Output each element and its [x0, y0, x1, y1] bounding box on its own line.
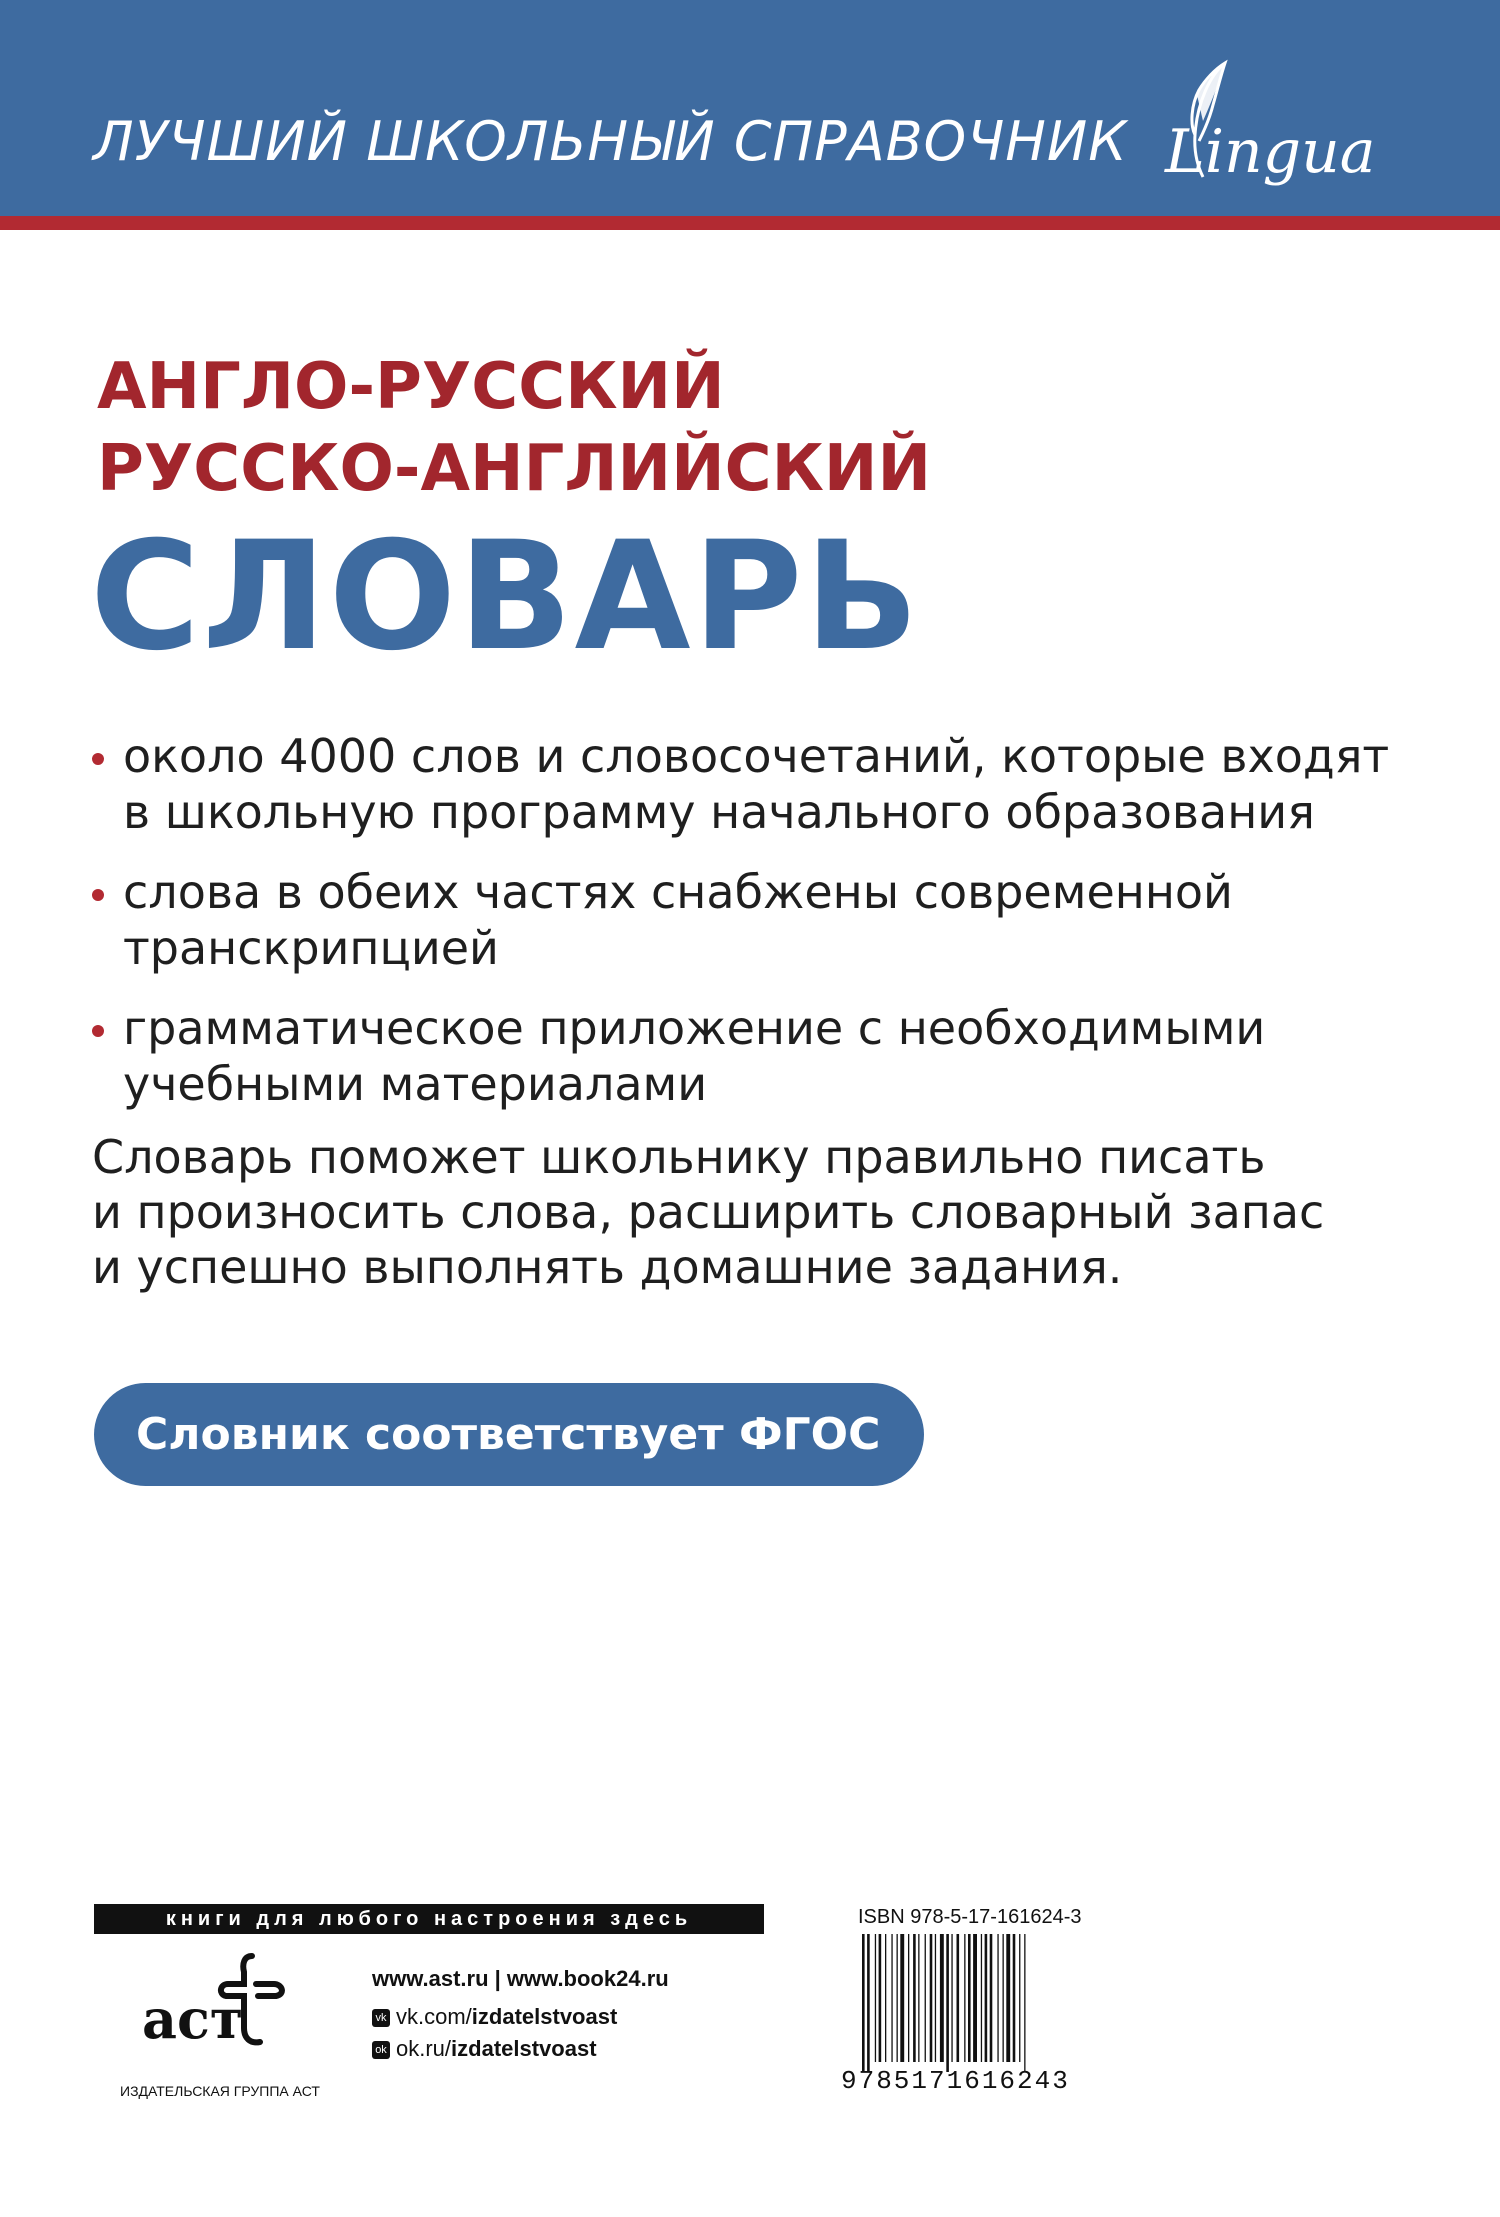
barcode: [860, 1934, 1102, 2072]
publisher-tagline: книги для любого настроения здесь: [94, 1904, 764, 1934]
barcode-digits: 9785171616243: [841, 2066, 1070, 2096]
feature-item: [92, 728, 1389, 840]
header-red-stripe: [0, 216, 1500, 230]
bullet-icon: [92, 1025, 104, 1037]
bullet-icon: [92, 753, 104, 765]
isbn-text: ISBN 978-5-17-161624-3: [858, 1906, 1082, 1928]
lingua-logo: [1155, 55, 1376, 205]
feature-item: [92, 1000, 1265, 1112]
vk-icon: vk: [372, 2009, 390, 2027]
ok-link-prefix: ok.ru/: [396, 2036, 452, 2061]
website-links[interactable]: www.ast.ru | www.book24.ru: [372, 1966, 669, 1991]
feature-line: около 4000 слов и словосочетаний, которые входят: [123, 729, 1390, 783]
series-title: ЛУЧШИЙ ШКОЛЬНЫЙ СПРАВОЧНИК: [93, 110, 1128, 173]
ok-link-handle: izdatelstvoast: [451, 2036, 597, 2061]
feature-line: в школьную программу начального образования: [123, 785, 1315, 839]
feature-line: слова в обеих частях снабжены современной: [123, 865, 1233, 919]
feature-line: учебными материалами: [123, 1057, 708, 1111]
title-line-2: РУССКО-АНГЛИЙСКИЙ: [97, 432, 932, 506]
fgos-badge: Словник соответствует ФГОС: [94, 1383, 924, 1486]
feature-line: грамматическое приложение с необходимыми: [123, 1001, 1266, 1055]
vk-link-handle: izdatelstvoast: [471, 2004, 618, 2029]
description-text: Словарь поможет школьнику правильно писать и произносить слова, расширить словарный запас и успешно выполнять домашние задания.: [92, 1130, 1325, 1294]
ast-logo-text: аст: [142, 1987, 244, 2050]
vk-link-prefix: vk.com/: [396, 2004, 472, 2029]
title-main: СЛОВАРЬ: [90, 510, 921, 684]
ok-icon: ok: [372, 2041, 390, 2059]
publisher-name: ИЗДАТЕЛЬСКАЯ ГРУППА АСТ: [120, 2083, 320, 2099]
title-line-1: АНГЛО-РУССКИЙ: [97, 350, 725, 424]
bullet-icon: [92, 889, 104, 901]
ok-link[interactable]: [372, 2036, 597, 2062]
ast-logo-mark: [140, 1950, 310, 2050]
lingua-logo-text: Lingua: [1165, 117, 1376, 187]
series-header-band: [0, 0, 1500, 216]
feature-item: [92, 864, 1233, 976]
ast-logo: [140, 1950, 310, 2050]
feature-line: транскрипцией: [123, 921, 499, 975]
vk-link[interactable]: [372, 2004, 617, 2030]
